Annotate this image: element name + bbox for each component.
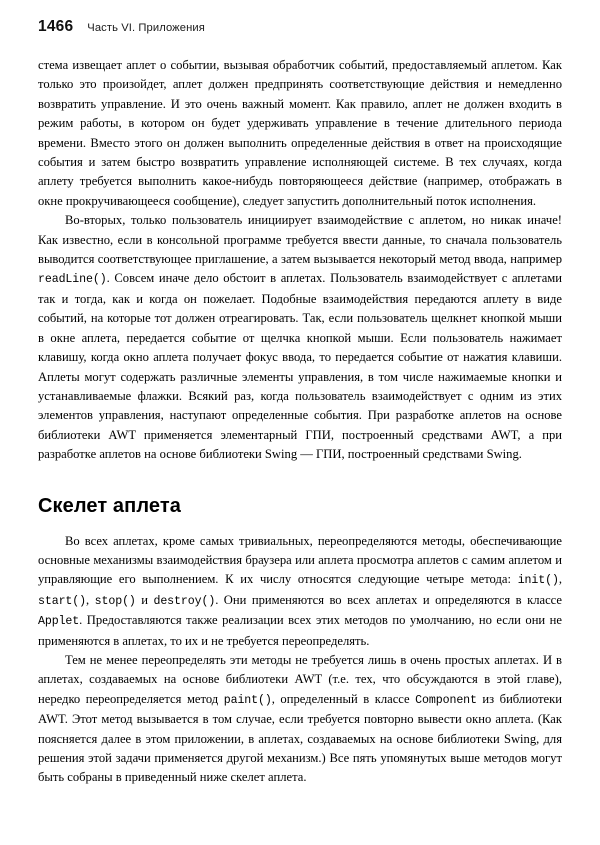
code-init: init() (517, 574, 559, 588)
code-readline: readLine() (38, 273, 107, 287)
paragraph-3-text-b: . Они применяются во всех аплетах и определяются в классе (215, 592, 563, 607)
paragraph-2 (38, 211, 562, 464)
paragraph-4 (38, 651, 562, 788)
paragraph-4-text-b: , определенный в классе (271, 691, 416, 706)
code-stop: stop() (94, 594, 136, 608)
paragraph-3-sep-1: , (558, 572, 562, 587)
page-content (0, 56, 600, 788)
paragraph-4-text-c: из библиотеки AWT. Этот метод вызывается в том случае, если требуется повторно вывести окно аплета. (Как поясняется далее в этом приложении, в аплетах, создаваемых на основе библиотеки Swing, для решения этой задачи применяется другой механизм.) Все пять упомянутых выше методов могут быть собраны в приведенный ниже скелет аплета. (38, 691, 563, 785)
paragraph-3-text-a: Во всех аплетах, кроме самых тривиальных, переопределяются методы, обеспечивающие основные механизмы взаимодействия браузера или аплета просмотра аплетов с самим аплетом и управляющие его выполнением. К их числу относятся следующие четыре метода: (38, 533, 562, 587)
page-header (0, 18, 600, 36)
code-paint: paint() (223, 693, 272, 707)
paragraph-3-sep-3: и (135, 592, 154, 607)
page-number: 1466 (38, 18, 74, 35)
paragraph-2-text-a: Во-вторых, только пользователь инициирует взаимодействие с аплетом, но никак иначе! Как известно, если в консольной программе требуется ввести данные, то сначала пользователь выводится соответствующее приглашение, а затем вызывается некоторый метод ввода, например (38, 213, 562, 267)
paragraph-3-text-c: . Предоставляются также реализации всех этих методов по умолчанию, но если они не применяются в аплетах, то их и не требуется переопределять. (38, 613, 562, 648)
code-component: Component (415, 693, 477, 707)
paragraph-3-sep-2: , (86, 592, 95, 607)
document-page (0, 18, 600, 845)
paragraph-1: стема извещает аплет о событии, вызывая обработчик событий, предоставляемый аплетом. Как только это произойдет, аплет должен предпринять соответствующие действия и немедленно возвратить управление. И это очень важный момент. Как правило, аплет не должен входить в режим работы, в котором он будет удерживать управление в течение длительного периода времени. Вместо этого он должен выполнить определенные действия в ответ на происходящие события и затем быстро возвратить управление исполняющей системе. В тех случаях, когда аплету требуется выполнить какое-нибудь повторяющееся действие (например, отображать в окне прокручивающееся сообщение), следует запустить дополнительный поток исполнения. (38, 58, 562, 208)
paragraph-4-text-a: Тем не менее переопределять эти методы не требуется лишь в очень простых аплетах. И в аплетах, создаваемых на основе библиотеки AWT (т.е. тех, что обсуждаются в этой главе), нередко переопределяется метод (38, 652, 562, 706)
running-head: Часть VI. Приложения (87, 22, 205, 34)
code-destroy: destroy() (153, 594, 216, 608)
section-heading: Скелет аплета (38, 494, 181, 517)
paragraph-2-text-b: . Совсем иначе дело обстоит в аплетах. Пользователь взаимодействует с аплетами так и тогда, как и когда он пожелает. Подобные взаимодействия передаются аплету в виде событий, на которые тот должен отреагировать. Так, если пользователь щелкнет кнопкой мыши в окне аплета, передается событие от щелчка кнопкой мыши. Если пользователь нажимает клавишу, когда окно аплета получает фокус ввода, то передается событие от нажатия клавиши. Аплеты могут содержать различные элементы управления, в том числе нажимаемые кнопки и устанавливаемые флажки. Всякий раз, когда пользователь взаимодействует с одним из этих элементов управления, наступают определенные события. При разработке аплетов на основе библиотеки AWT применяется элементарный ГПИ, построенный средствами AWT, а при разработке аплетов на основе библиотеки Swing — ГПИ, построенный средствами Swing. (38, 271, 562, 462)
paragraph-3 (38, 532, 562, 651)
code-start: start() (38, 594, 87, 608)
code-applet: Applet (38, 615, 80, 629)
